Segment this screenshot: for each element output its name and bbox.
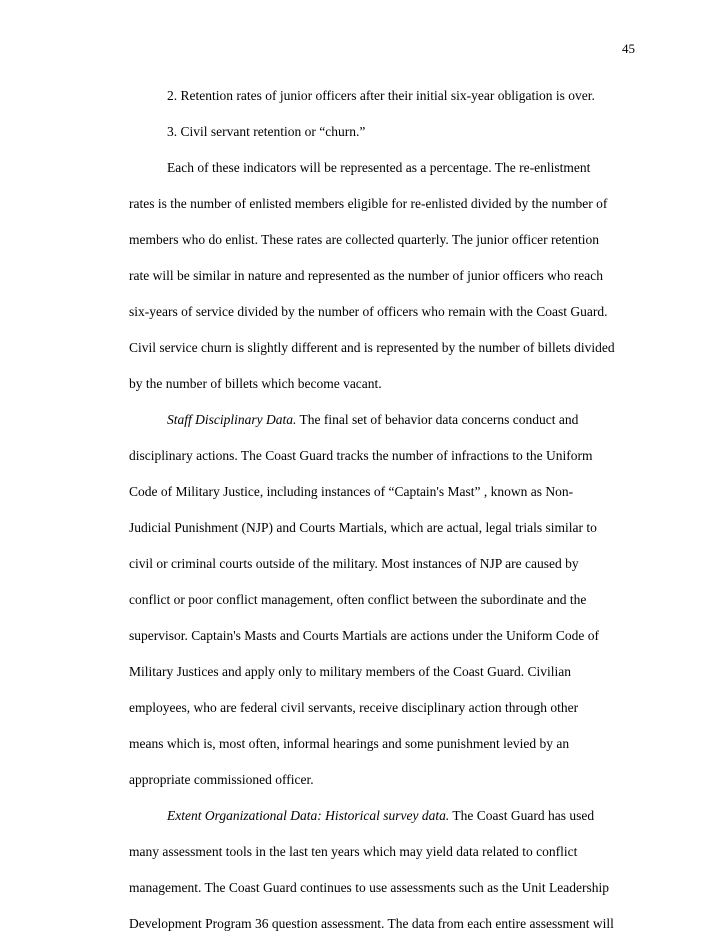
line-text: 2. Retention rates of junior officers after their initial six-year obligation is over. [167,88,595,103]
line-text: six-years of service divided by the number of officers who remain with the Coast Guard. [129,304,608,319]
section-heading: Staff Disciplinary Data. [167,412,297,427]
line-text: management. The Coast Guard continues to use assessments such as the Unit Leadership [129,880,610,895]
line-text: appropriate commissioned officer. [129,772,314,787]
text-line [167,88,595,104]
text-line [167,808,594,824]
line-text: Each of these indicators will be represented as a percentage. The re-enlistment [167,160,591,175]
line-text: means which is, most often, informal hearings and some punishment levied by an [129,736,570,751]
line-text: Military Justices and apply only to military members of the Coast Guard. Civilian [129,664,572,679]
text-line [129,484,573,500]
text-line [129,772,314,788]
line-text: conflict or poor conflict management, often conflict between the subordinate and the [129,592,587,607]
text-line [129,376,382,392]
line-text: rates is the number of enlisted members eligible for re-enlisted divided by the number of [129,196,608,211]
line-text: Development Program 36 question assessment. The data from each entire assessment will [129,916,614,931]
text-line [129,736,569,752]
text-line [129,448,593,464]
line-text: employees, who are federal civil servants, receive disciplinary action through other [129,700,579,715]
text-line [129,844,577,860]
line-text: Code of Military Justice, including instances of “Captain's Mast” , known as Non- [129,484,574,499]
text-line [129,628,599,644]
line-text: supervisor. Captain's Masts and Courts Martials are actions under the Uniform Code of [129,628,599,643]
line-text: many assessment tools in the last ten years which may yield data related to conflict [129,844,578,859]
line-text: The Coast Guard has used [449,808,595,823]
text-line [129,196,607,212]
text-line [129,592,586,608]
text-line [129,700,578,716]
line-text: rate will be similar in nature and represented as the number of junior officers who reach [129,268,603,283]
section-heading: Extent Organizational Data: Historical survey data. [167,808,450,823]
text-line [129,304,608,320]
line-text: members who do enlist. These rates are collected quarterly. The junior officer retention [129,232,599,247]
text-line [129,340,615,356]
line-text: The final set of behavior data concerns conduct and [296,412,579,427]
text-line [129,520,597,536]
page-number: 45 [622,41,635,56]
line-text: disciplinary actions. The Coast Guard tracks the number of infractions to the Uniform [129,448,593,463]
text-line [167,124,365,140]
line-text: Civil service churn is slightly different and is represented by the number of billets divided [129,340,615,355]
text-line [129,880,609,896]
line-text: by the number of billets which become vacant. [129,376,382,391]
text-line [129,556,579,572]
line-text: Judicial Punishment (NJP) and Courts Martials, which are actual, legal trials similar to [129,520,597,535]
line-text: 3. Civil servant retention or “churn.” [167,124,366,139]
text-line [129,232,599,248]
text-line [129,916,614,932]
text-line [129,268,603,284]
text-line [167,160,590,176]
line-text: civil or criminal courts outside of the military. Most instances of NJP are caused by [129,556,579,571]
text-line [167,412,578,428]
text-line [129,664,571,680]
